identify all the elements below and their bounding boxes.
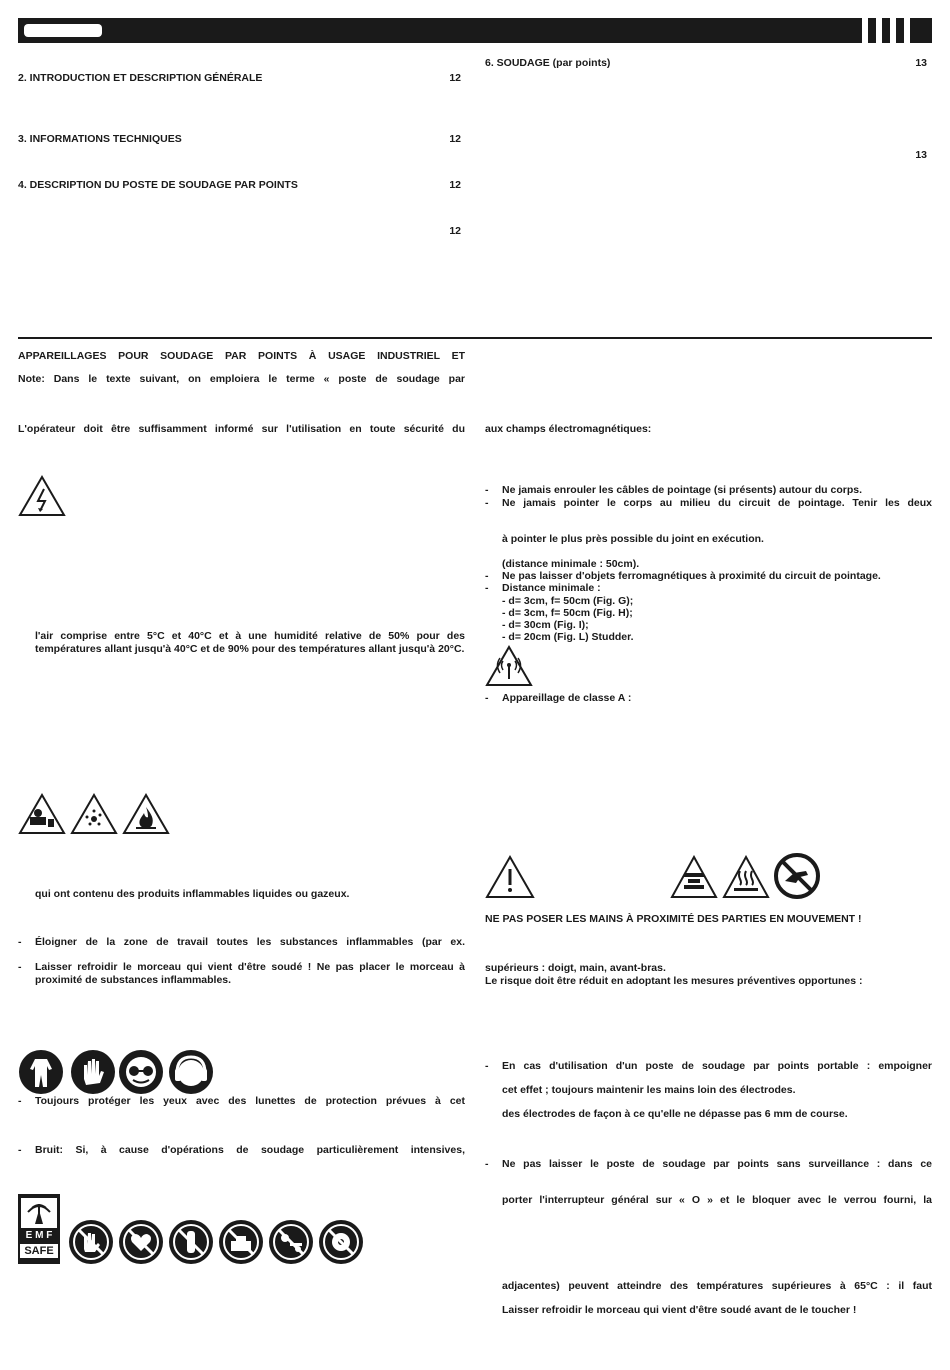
paragraph-distance: (distance minimale : 50cm).: [502, 558, 640, 570]
bullet-pointer-corps: Ne jamais pointer le corps au milieu du circuit de pointage. Tenir les deux: [502, 497, 932, 509]
protective-suit-icon: [18, 1049, 64, 1095]
header-stripe: [890, 18, 896, 43]
distance-item: - d= 30cm (Fig. I);: [502, 619, 589, 631]
general-warning-icon: [485, 855, 535, 899]
toc-page: 13: [915, 57, 927, 69]
header-stripe: [904, 18, 910, 43]
paragraph-refroidir-toucher: Laisser refroidir le morceau qui vient d'être soudé avant de le toucher !: [502, 1304, 857, 1316]
bullet: -: [18, 936, 22, 948]
distance-item: - d= 20cm (Fig. L) Studder.: [502, 631, 634, 643]
no-magnetic-media-icon: [318, 1219, 364, 1265]
hot-surface-icon: [722, 855, 770, 899]
safe-label: SAFE: [20, 1244, 58, 1258]
bullet: -: [485, 1060, 489, 1072]
paragraph-note: Note: Dans le texte suivant, on emploiera le terme « poste de soudage par: [18, 373, 465, 385]
no-touch-icon: [68, 1219, 114, 1265]
bullet: -: [18, 1144, 22, 1156]
no-watch-keys-icon: [268, 1219, 314, 1265]
header-bar: [18, 18, 932, 43]
bullet: -: [485, 692, 489, 704]
toc-page: 12: [449, 225, 461, 237]
toc-item-introduction[interactable]: 2. INTRODUCTION ET DESCRIPTION GÉNÉRALE: [18, 72, 263, 84]
flame-hazard-icon: [122, 793, 170, 835]
header-stripe: [862, 18, 868, 43]
no-metal-implant-icon: [168, 1219, 214, 1265]
spark-hazard-icon: [70, 793, 118, 835]
emf-label: E M F: [25, 1230, 53, 1241]
toc-item-description-poste[interactable]: 4. DESCRIPTION DU POSTE DE SOUDAGE PAR POINTS: [18, 179, 298, 191]
paragraph-operateur: L'opérateur doit être suffisamment informé sur l'utilisation en toute sécurité du: [18, 423, 465, 435]
header-stripe: [876, 18, 882, 43]
paragraph-champs: aux champs électromagnétiques:: [485, 423, 652, 435]
paragraph-appareillages: APPAREILLAGES POUR SOUDAGE PAR POINTS À USAGE INDUSTRIEL ET: [18, 350, 465, 362]
paragraph-inflammables: qui ont contenu des produits inflammables liquides ou gazeux.: [35, 888, 350, 900]
bullet: -: [485, 582, 489, 594]
toc-page: 13: [915, 149, 927, 161]
bullet: -: [18, 961, 22, 973]
radiation-hazard-icon: [485, 645, 533, 687]
crushing-hazard-icon: [670, 855, 718, 899]
bullet-portable: En cas d'utilisation d'un poste de soudage par points portable : empoigner: [502, 1060, 932, 1072]
bullet: -: [485, 1158, 489, 1170]
bullet-distance-minimale: Distance minimale :: [502, 582, 601, 594]
paragraph-temperature: l'air comprise entre 5°C et 40°C et à une humidité relative de 50% pour des températures allant jusqu'à 40°C et de 90% pour des températures allant jusqu'à 20°C.: [35, 630, 465, 655]
toc-page: 12: [449, 179, 461, 191]
paragraph-membres: supérieurs : doigt, main, avant-bras.: [485, 962, 666, 974]
goggles-icon: [118, 1049, 164, 1095]
bullet-eloigner: Éloigner de la zone de travail toutes les substances inflammables (par ex.: [35, 936, 465, 948]
bullet-surveillance: Ne pas laisser le poste de soudage par points sans surveillance : dans ce: [502, 1158, 932, 1170]
warning-moving-parts: NE PAS POSER LES MAINS À PROXIMITÉ DES PARTIES EN MOUVEMENT !: [485, 913, 862, 925]
paragraph-interrupteur: porter l'interrupteur général sur « O » et le bloquer avec le verrou fourni, la: [502, 1194, 932, 1206]
electric-hazard-icon: [18, 475, 66, 517]
bullet-ferromagnetiques: Ne pas laisser d'objets ferromagnétiques à proximité du circuit de pointage.: [502, 570, 881, 582]
bullet-refroidir: Laisser refroidir le morceau qui vient d'être soudé ! Ne pas placer le morceau à proximité de substances inflammables.: [35, 961, 465, 986]
toc-page: 12: [449, 72, 461, 84]
bullet-lunettes: Toujours protéger les yeux avec des lunettes de protection prévues à cet: [35, 1095, 465, 1107]
no-metal-objects-icon: [218, 1219, 264, 1265]
toc-item-informations-techniques[interactable]: 3. INFORMATIONS TECHNIQUES: [18, 133, 182, 145]
no-pacemaker-icon: [118, 1219, 164, 1265]
ear-protection-icon: [168, 1049, 214, 1095]
bullet: -: [485, 570, 489, 582]
paragraph-joint: à pointer le plus près possible du joint en exécution.: [502, 533, 764, 545]
no-hands-icon: [774, 853, 820, 899]
header-tab: [24, 24, 102, 37]
bullet: -: [485, 497, 489, 509]
gloves-icon: [70, 1049, 116, 1095]
toc-item-soudage[interactable]: 6. SOUDAGE (par points): [485, 57, 611, 69]
bullet-enrouler: Ne jamais enrouler les câbles de pointage (si présents) autour du corps.: [502, 484, 863, 496]
toc-page: 12: [449, 133, 461, 145]
bullet-classe-a: Appareillage de classe A :: [502, 692, 632, 704]
distance-item: - d= 3cm, f= 50cm (Fig. G);: [502, 595, 634, 607]
bullet: -: [18, 1095, 22, 1107]
distance-item: - d= 3cm, f= 50cm (Fig. H);: [502, 607, 633, 619]
paragraph-risque: Le risque doit être réduit en adoptant les mesures préventives opportunes :: [485, 975, 863, 987]
emf-safe-logo: [18, 1194, 60, 1264]
paragraph-temperatures: adjacentes) peuvent atteindre des températures supérieures à 65°C : il faut: [502, 1280, 932, 1292]
explosive-hazard-icon: [18, 793, 66, 835]
paragraph-mains-loin: cet effet ; toujours maintenir les mains loin des électrodes.: [502, 1084, 796, 1096]
bullet-bruit: Bruit: Si, à cause d'opérations de soudage particulièrement intensives,: [35, 1144, 465, 1156]
bullet: -: [485, 484, 489, 496]
section-divider: [18, 337, 932, 339]
paragraph-course: des électrodes de façon à ce qu'elle ne dépasse pas 6 mm de course.: [502, 1108, 848, 1120]
